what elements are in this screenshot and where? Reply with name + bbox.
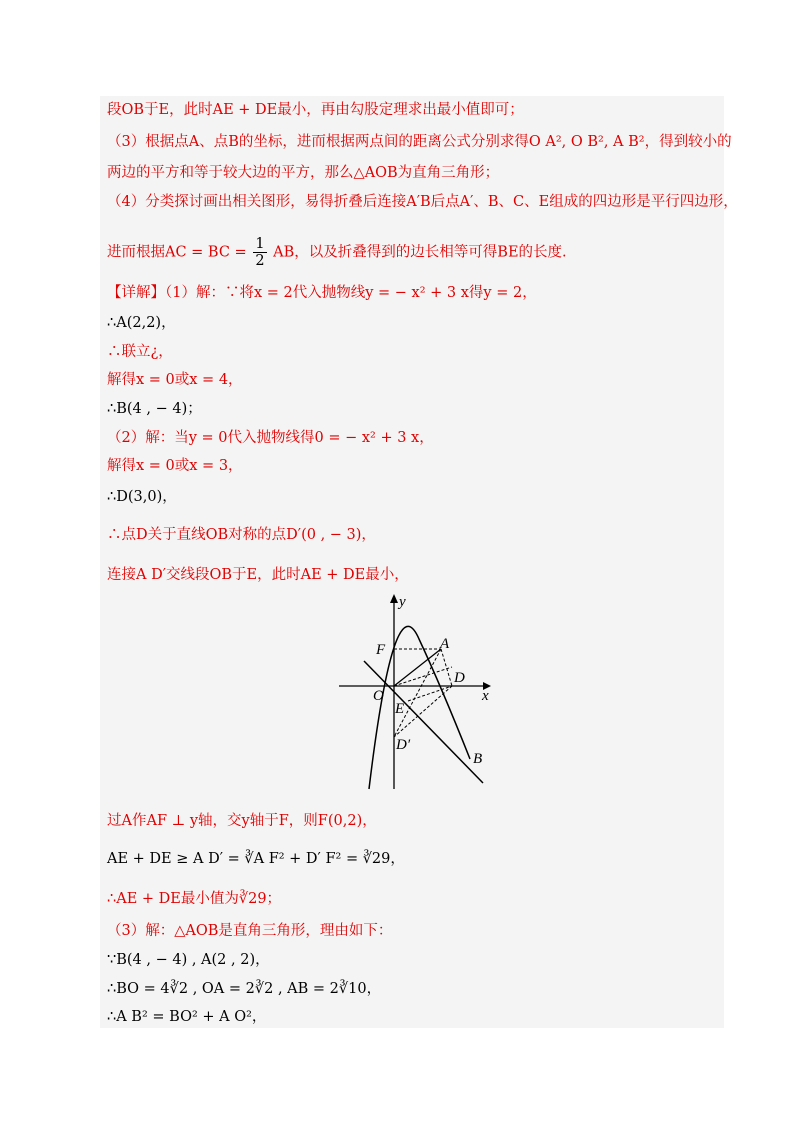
label-o: O <box>373 688 384 704</box>
y-axis-arrow <box>390 594 398 603</box>
line-ob <box>364 661 483 783</box>
segment-ad <box>394 649 441 737</box>
label-d-prime: D′ <box>396 737 411 753</box>
text-line: （3）根据点A、点B的坐标，进而根据两点间的距离公式分别求得O A², O B², A B²，得到较小的 <box>107 134 732 150</box>
text-line: 过A作AF ⊥ y轴，交y轴于F，则F(0,2)， <box>107 813 377 829</box>
text-line: （2）解：当y = 0代入抛物线得0 = − x² + 3 x， <box>107 430 434 446</box>
text-segment: 进而根据AC = BC = <box>107 244 247 261</box>
text-line: ∴B(4 , − 4)； <box>107 401 202 417</box>
text-line: 段OB于E，此时AE + DE最小，再由勾股定理求出最小值即可； <box>107 102 524 118</box>
text-line: 连接A D′交线段OB于E，此时AE + DE最小， <box>107 567 409 583</box>
coordinate-diagram <box>336 591 496 791</box>
text-line: ∴D(3,0)， <box>107 489 177 505</box>
text-segment: AB，以及折叠得到的边长相等可得BE的长度. <box>273 244 567 261</box>
label-x: x <box>482 688 489 704</box>
text-line: ∴联立¿， <box>107 344 173 360</box>
text-line: （4）分类探讨画出相关图形，易得折叠后连接A′B后点A′、B、C、E组成的四边形是平行四边形， <box>107 194 738 210</box>
text-line: 【详解】（1）解：∵将x = 2代入抛物线y = − x² + 3 x得y = 2， <box>107 285 537 301</box>
text-line: AE + DE ≥ A D′ = ∛A F² + D′ F² = ∛29， <box>107 851 405 867</box>
parabola-figure <box>336 591 496 795</box>
text-line: 解得x = 0或x = 3， <box>107 458 243 474</box>
text-line: 解得x = 0或x = 4， <box>107 372 243 388</box>
fraction-numerator: 1 <box>255 236 265 252</box>
text-line: ∴BO = 4∛2 , OA = 2∛2 , AB = 2∛10， <box>107 981 382 997</box>
text-line: ∴A(2,2)， <box>107 315 176 331</box>
label-d: D <box>454 670 465 686</box>
text-line: ∴点D关于直线OB对称的点D′(0 , − 3)， <box>107 527 376 543</box>
text-line: ∴AE + DE最小值为∛29； <box>107 891 282 907</box>
text-line: 两边的平方和等于较大边的平方，那么△AOB为直角三角形； <box>107 165 500 181</box>
label-b: B <box>473 751 483 767</box>
segment-oa <box>394 649 441 686</box>
label-a: A <box>440 636 450 652</box>
label-y: y <box>399 594 406 610</box>
label-f: F <box>376 642 386 658</box>
segment-extra <box>394 667 452 686</box>
segment-a-d <box>441 649 452 686</box>
fraction <box>253 236 266 269</box>
text-line: （3）解：△AOB是直角三角形，理由如下： <box>107 923 393 939</box>
fraction-denominator: 2 <box>255 253 265 269</box>
text-line: ∴A B² = BO² + A O²， <box>107 1009 267 1025</box>
text-line: ∵B(4 , − 4) , A(2 , 2)， <box>107 952 270 968</box>
label-e: E <box>395 701 405 717</box>
text-line-fraction <box>107 236 567 269</box>
